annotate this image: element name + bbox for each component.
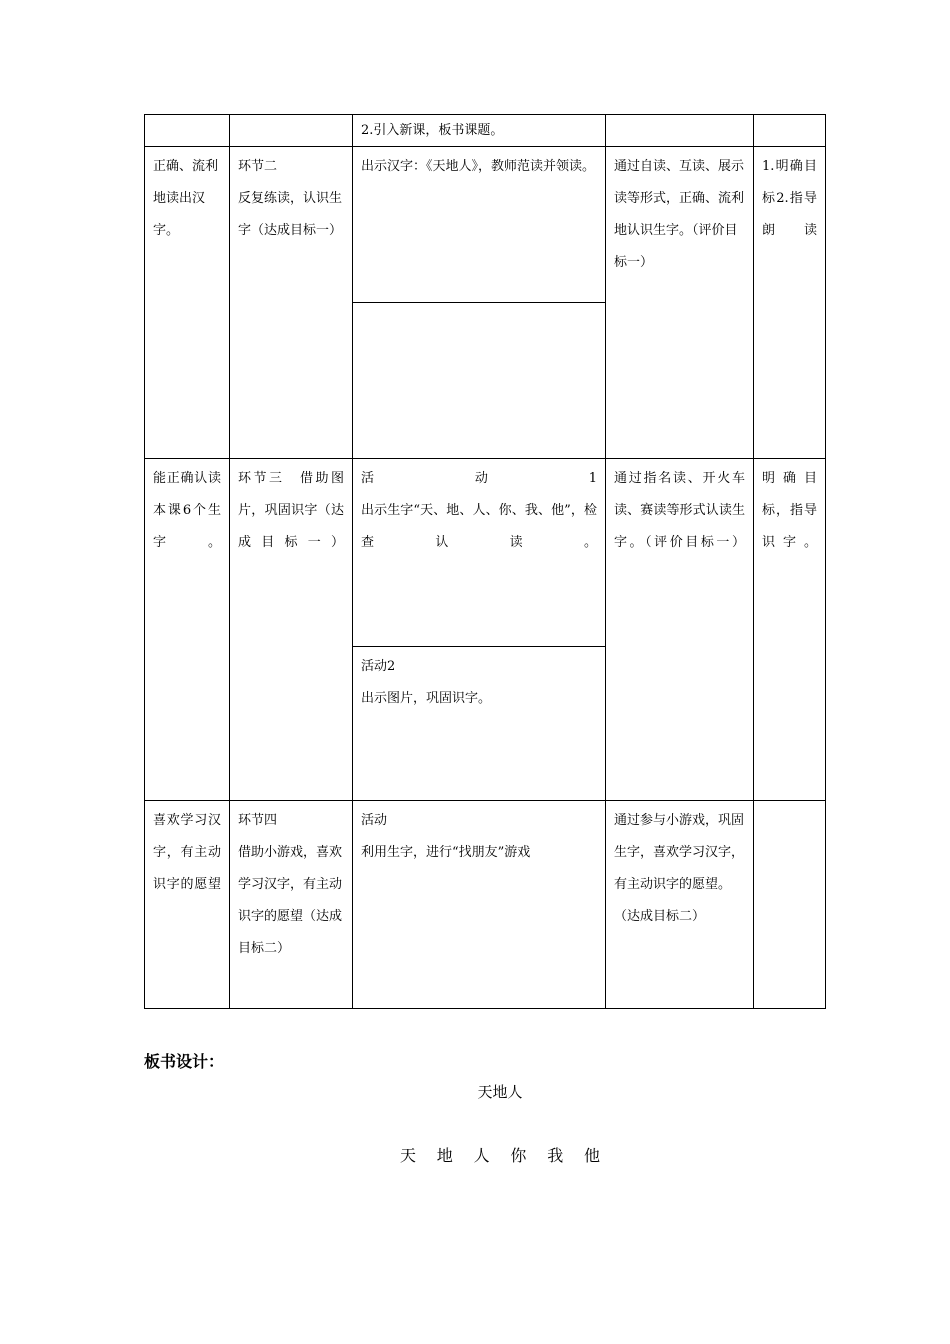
board-char: 我 [547,1146,564,1165]
activity-cell: 出示汉字：《天地人》，教师范读并领读。 [353,147,606,303]
link-title: 环节三 借助图片，巩固识字 [238,471,344,518]
link-cell [230,801,353,1009]
activity-cell [353,459,606,647]
board-heading: 天地人 [477,1083,523,1101]
board-design-title: 板书设计： [144,1052,225,1071]
activity-title: 活动 [361,813,388,828]
evaluation-cell: 通过参与小游戏，巩固生字，喜欢学习汉字，有主动识字的愿望。（达成目标二） [606,801,754,1009]
activity-desc: 出示图片，巩固识字。 [361,691,492,706]
goal-cell: 正确、流利地读出汉字。 [145,147,230,459]
link-cell [230,459,353,801]
lesson-plan-table [144,114,826,1009]
link-desc: 借助小游戏，喜欢学习汉字，有主动识字的愿望（达成目标二） [238,845,343,956]
note-cell: 1.明确目标2.指导朗读 [754,147,826,459]
board-char: 人 [473,1146,490,1165]
board-char: 他 [583,1146,600,1165]
link-title: 环节四 [238,813,278,828]
goal-cell: 能正确认读本课6个生字。 [145,459,230,801]
link-desc: （达成目标一） [238,503,344,550]
activity-cell-empty [353,303,606,459]
link-cell [230,147,353,459]
table-row [145,147,826,303]
evaluation-cell: 通过自读、互读、展示读等形式，正确、流利地认识生字。（评价目标一） [606,147,754,459]
table-row [145,801,826,1009]
note-cell [754,115,826,147]
table-row [145,115,826,147]
board-char: 地 [436,1146,453,1165]
activity-desc: 利用生字，进行“找朋友”游戏 [361,845,531,860]
link-desc: 反复练读，认识生字（达成目标一） [238,191,343,238]
evaluation-cell: 通过指名读、开火车读、赛读等形式认读生字。（评价目标一） [606,459,754,801]
board-char: 你 [510,1146,527,1165]
note-cell [754,801,826,1009]
board-char: 天 [400,1146,417,1165]
link-title: 环节二 [238,159,278,174]
table-row [145,459,826,647]
activity-cell: 2.引入新课，板书课题。 [353,115,606,147]
note-cell: 明确目标，指导识字。 [754,459,826,801]
board-characters [400,1144,600,1168]
activity-cell [353,801,606,1009]
link-cell [230,115,353,147]
activity-cell [353,647,606,801]
activity-title: 活动2 [361,659,396,674]
activity-desc: 出示生字“天、地、人、你、我、他”，检查认读。 [361,503,597,550]
goal-cell: 喜欢学习汉字，有主动识字的愿望 [145,801,230,1009]
activity-title: 活动1 [361,471,597,486]
goal-cell [145,115,230,147]
evaluation-cell [606,115,754,147]
